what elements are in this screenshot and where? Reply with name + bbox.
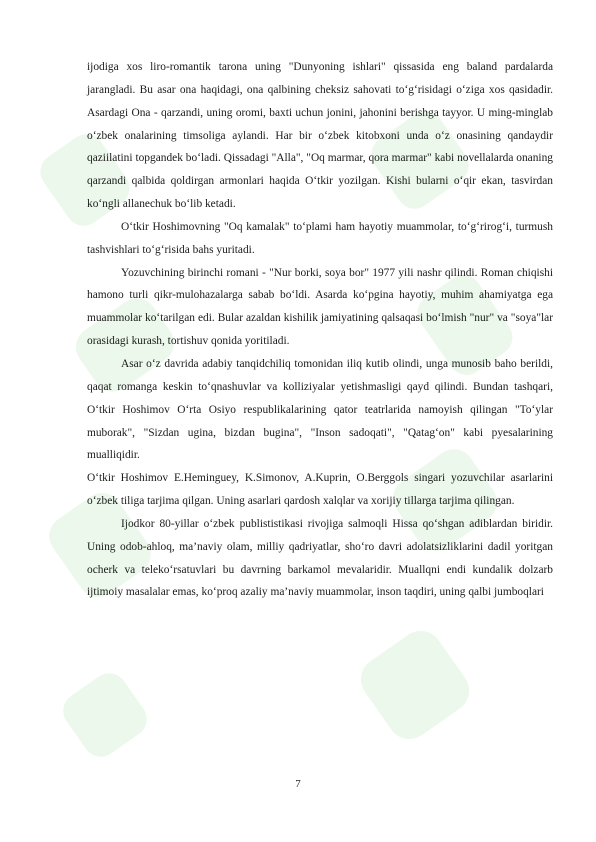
paragraph-4: Asar o‘z davrida adabiy tanqidchiliq tomonidan iliq kutib olindi, unga munosib baho berildi, qaqat romanga keskin to‘qnashuvlar va kolliziyalar yetishmasligi qayd qilindi. Bundan tashqari, O‘tkir Hoshimov O‘rta Osiyo respublikalarining qator teatrlarida namoyish qilingan "To‘ylar muborak", "Sizdan ugina, bizdan bugina", "Inson sadoqati", "Qatag‘on" kabi pyesalarining mualliqidir. xyxy=(87,357,553,462)
paragraph-2: O‘tkir Hoshimovning "Oq kamalak" to‘plami ham hayotiy muammolar, to‘g‘rirog‘i, turmush tashvishlari to‘g‘risida bahs yuritadi. xyxy=(87,220,553,256)
paragraph-3: Yozuvchining birinchi romani - "Nur borki, soya bor" 1977 yili nashr qilindi. Roman chiqishi hamono turli qikr-mulohazalarga sabab bo‘ldi. Asarda ko‘pgina hayotiy, muhim ahamiyatga ega muammolar ko‘tarilgan edi. Bular azaldan kishilik jamiyatining qalsaqasi bo‘lmish "nur" va "soya"lar orasidagi kurash, tortishuv qonida yoritiladi. xyxy=(87,266,553,348)
paragraph-1: ijodiga xos liro-romantik tarona uning "Dunyoning ishlari" qissasida eng baland pardalarda jarangladi. Bu asar ona haqidagi, ona qalbining cheksiz sahovati to‘g‘risidagi o‘ziga xos qasidadir. Asardagi Ona - qarzandi, uning oromi, baxti uchun jonini, jahonini berishga tayyor. U ming-minglab o‘zbek onalarining timsoliga aylandi. Har bir o‘zbek kitobxoni unda o‘z onasining qandaydir qaziilatini topgandek bo‘ladi. Qissadagi "Alla", "Oq marmar, qora marmar" kabi novellalarda onaning qarzandi qalbida qoldirgan armonlari haqida O‘tkir yozilgan. Kishi bularni o‘qir ekan, tasvirdan ko‘ngli allanechuk bo‘lib ketadi. xyxy=(87,61,553,211)
page-number: 7 xyxy=(295,778,301,790)
watermark-mark xyxy=(352,622,477,747)
watermark-mark xyxy=(56,666,153,763)
paragraph-6: Ijodkor 80-yillar o‘zbek publististikasi rivojiga salmoqli Hissa qo‘shgan adiblardan biridir. Uning odob-ahloq, ma’naviy olam, milliy qadriyatlar, sho‘ro davri adolatsizliklarini dadil yoritgan ocherk va teleko‘rsatuvlari bu davrning barkamol mevalaridir. Muallqni endi kundalik dolzarb ijtimoiy masalalar emas, ko‘proq azaliy ma’naviy muammolar, inson taqdiri, uning qalbi jumboqlari xyxy=(87,517,553,599)
paragraph-5: O‘tkir Hoshimov E.Heminguey, K.Simonov, A.Kuprin, O.Berggols singari yozuvchilar asarlarini o‘zbek tiliga tarjima qilgan. Uning asarlari qardosh xalqlar va xorijiy tillarga tarjima qilingan. xyxy=(87,472,553,508)
body-text xyxy=(87,56,553,604)
